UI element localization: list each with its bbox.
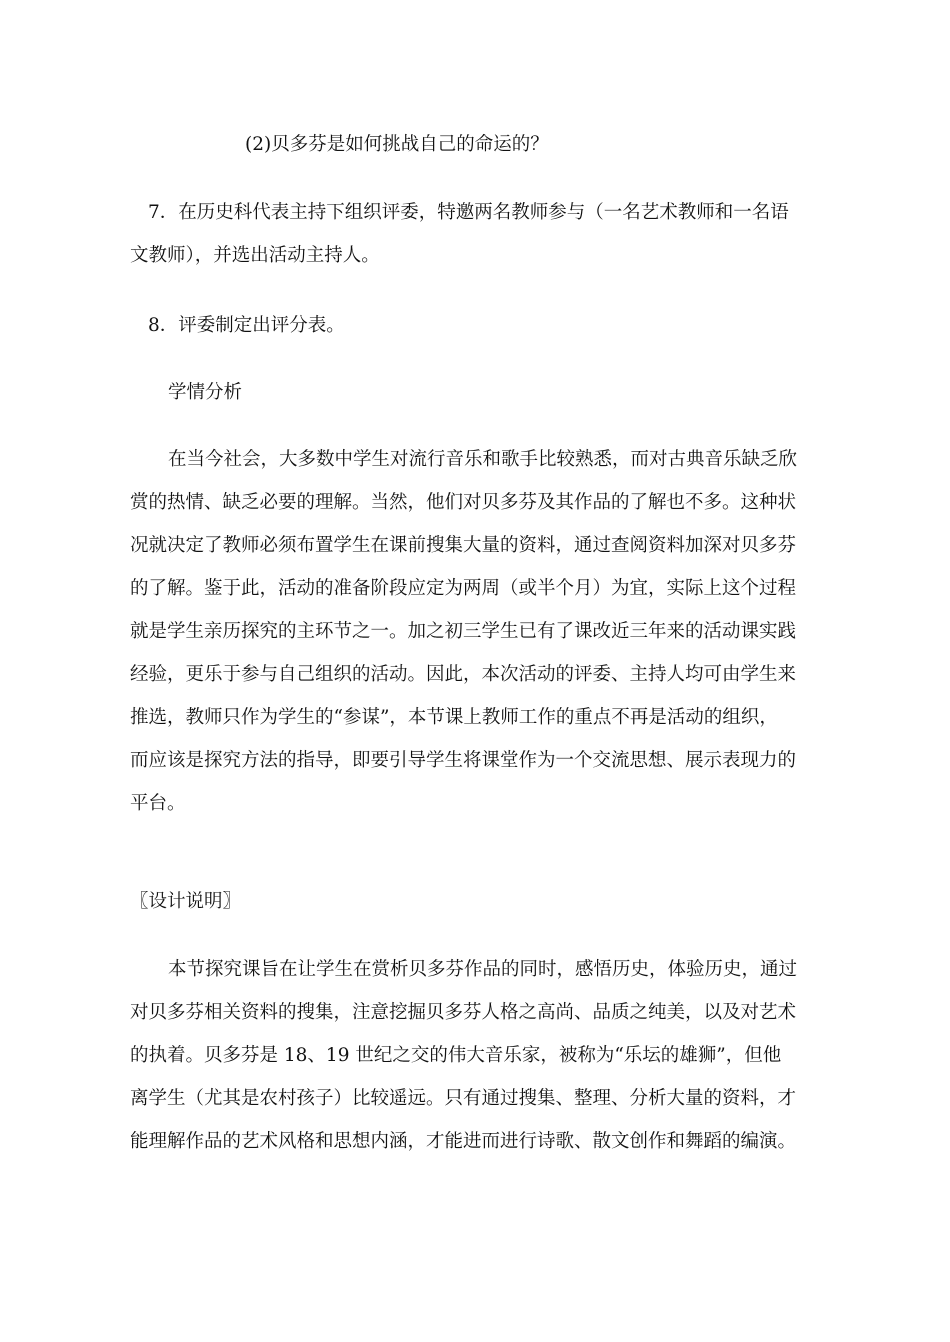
text-line: 文教师），并选出活动主持人。 bbox=[130, 245, 380, 266]
text-line: 推选，教师只作为学生的“参谋”，本节课上教师工作的重点不再是活动的组织， bbox=[130, 707, 778, 728]
analysis-paragraph bbox=[130, 490, 830, 834]
section-heading-design-notes: 〖设计说明〗 bbox=[130, 891, 242, 912]
analysis-paragraph-first-line bbox=[168, 447, 868, 490]
text-line: 的了解。鉴于此，活动的准备阶段应定为两周（或半个月）为宜，实际上这个过程 bbox=[130, 578, 797, 599]
text-line: 赏的热情、缺乏必要的理解。当然，他们对贝多芬及其作品的了解也不多。这种状 bbox=[130, 492, 797, 513]
text-line: 经验，更乐于参与自己组织的活动。因此，本次活动的评委、主持人均可由学生来 bbox=[130, 664, 797, 685]
section-heading-learning-analysis: 学情分析 bbox=[168, 382, 243, 403]
design-paragraph-first-line bbox=[168, 957, 868, 1000]
item-8: 8．评委制定出评分表。 bbox=[148, 315, 345, 336]
question-item-2: (2)贝多芬是如何挑战自己的命运的？ bbox=[245, 134, 549, 155]
text-line: 能理解作品的艺术风格和思想内涵，才能进而进行诗歌、散文创作和舞蹈的编演。 bbox=[130, 1131, 797, 1152]
text-line: 离学生（尤其是农村孩子）比较遥远。只有通过搜集、整理、分析大量的资料，才 bbox=[130, 1088, 797, 1109]
text-line: 在当今社会，大多数中学生对流行音乐和歌手比较熟悉，而对古典音乐缺乏欣 bbox=[168, 449, 798, 470]
text-line: 本节探究课旨在让学生在赏析贝多芬作品的同时，感悟历史，体验历史，通过 bbox=[168, 959, 798, 980]
text-line: 对贝多芬相关资料的搜集，注意挖掘贝多芬人格之高尚、品质之纯美，以及对艺术 bbox=[130, 1002, 797, 1023]
text-line: 而应该是探究方法的指导，即要引导学生将课堂作为一个交流思想、展示表现力的 bbox=[130, 750, 797, 771]
text-line: 7．在历史科代表主持下组织评委，特邀两名教师参与（一名艺术教师和一名语 bbox=[148, 202, 789, 223]
text-line: 就是学生亲历探究的主环节之一。加之初三学生已有了课改近三年来的活动课实践 bbox=[130, 621, 797, 642]
item-7-paragraph bbox=[148, 200, 848, 243]
text-line: 的执着。贝多芬是 18、19 世纪之交的伟大音乐家，被称为“乐坛的雄狮”，但他 bbox=[130, 1045, 782, 1066]
text-line: 况就决定了教师必须布置学生在课前搜集大量的资料，通过查阅资料加深对贝多芬 bbox=[130, 535, 797, 556]
text-line: 平台。 bbox=[130, 793, 186, 814]
item-7-continuation bbox=[130, 243, 830, 286]
design-paragraph bbox=[130, 1000, 830, 1172]
